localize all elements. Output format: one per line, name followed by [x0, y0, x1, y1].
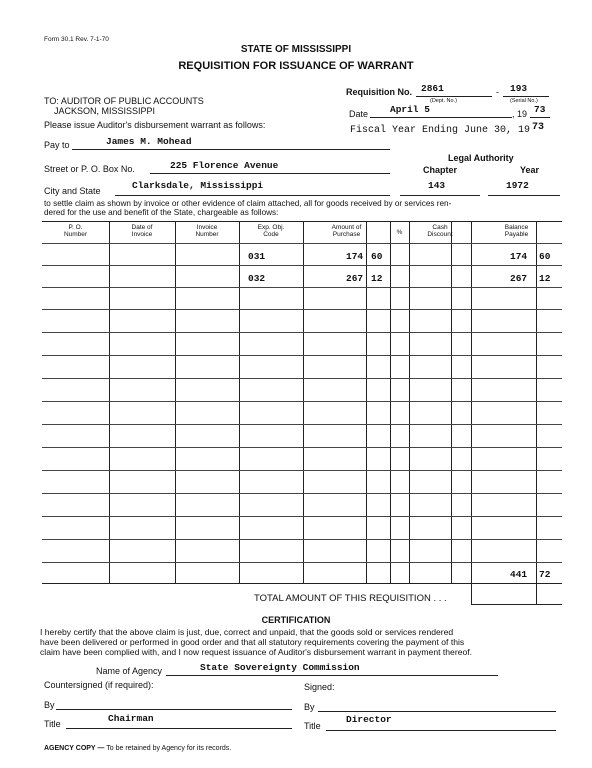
date-year-value: 73: [534, 104, 546, 115]
row1-amount-cents: 60: [371, 251, 383, 262]
col-cash-discount: Cash Discount: [427, 224, 453, 238]
cert-line3: claim have been complied with, and I now request issuance of Auditor's disbursement warrant in payment thereof.: [40, 647, 473, 657]
state-heading: STATE OF MISSISSIPPI: [240, 44, 352, 55]
cert-line2: have been delivered or performed in good order and that all statutory requirements covering the payment of this: [40, 637, 465, 647]
cert-line1: I hereby certify that the above claim is just, due, correct and unpaid, that the goods sold or services rendered: [40, 627, 454, 637]
settle-line2: dered for the use and benefit of the State, chargeable as follows:: [44, 208, 279, 217]
footer-bold: AGENCY COPY —: [44, 745, 105, 752]
by-right-label: By: [304, 702, 315, 712]
settle-line1: to settle claim as shown by invoice or other evidence of claim attached, all for goods received by or services ren-: [44, 199, 452, 208]
date-year-prefix: , 19: [512, 109, 528, 119]
legal-authority-label: Legal Authority: [448, 153, 514, 163]
row2-balance-cents: 12: [539, 273, 551, 284]
requisition-dash: -: [496, 87, 499, 97]
form-title: REQUISITION FOR ISSUANCE OF WARRANT: [178, 60, 414, 72]
to-line2: JACKSON, MISSISSIPPI: [54, 106, 156, 116]
agency-label: Name of Agency: [96, 666, 163, 676]
col-po: P. O. Number: [63, 224, 88, 238]
total-balance: 441: [510, 569, 528, 580]
claim-table: [42, 221, 562, 584]
city-label: City and State: [44, 186, 101, 196]
year-label: Year: [520, 165, 540, 175]
fiscal-year-label: Fiscal Year Ending June 30, 19: [350, 125, 531, 136]
pay-to-label: Pay to: [44, 140, 70, 150]
date-label: Date: [349, 109, 369, 119]
countersigned-label: Countersigned (if required):: [44, 680, 154, 690]
row1-balance: 174: [510, 251, 528, 262]
col-amount: Amount of Purchase: [331, 224, 362, 238]
row2-code: 032: [248, 273, 266, 284]
footer-text: To be retained by Agency for its records.: [106, 745, 232, 752]
row1-code: 031: [248, 251, 266, 262]
street-value: 225 Florence Avenue: [170, 160, 279, 171]
city-value: Clarksdale, Mississippi: [132, 180, 264, 191]
row1-amount: 174: [346, 251, 364, 262]
chapter-value: 143: [428, 180, 446, 191]
title-right-value: Director: [346, 714, 392, 725]
fiscal-year-value: 73: [532, 122, 545, 133]
pay-to-value: James M. Mohead: [106, 136, 192, 147]
date-value: April 5: [390, 104, 430, 115]
agency-value: State Sovereignty Commission: [200, 662, 360, 673]
serial-no-caption: (Serial No.): [510, 98, 538, 104]
row2-amount-cents: 12: [371, 273, 383, 284]
footer: [44, 745, 231, 752]
requisition-dept-value: 2861: [421, 83, 444, 94]
col-invoice-number: Invoice Number: [195, 224, 219, 238]
street-label: Street or P. O. Box No.: [44, 164, 135, 174]
chapter-label: Chapter: [423, 165, 458, 175]
title-left-label: Title: [44, 719, 61, 729]
col-balance-payable: Balance Payable: [504, 224, 529, 238]
col-percent: %: [396, 229, 403, 236]
to-line1: TO: AUDITOR OF PUBLIC ACCOUNTS: [44, 96, 204, 106]
dept-no-caption: (Dept. No.): [430, 98, 457, 104]
certification-heading: CERTIFICATION: [261, 615, 331, 625]
signed-label: Signed:: [304, 682, 335, 692]
col-exp-obj-code: Exp. Obj. Code: [257, 224, 285, 238]
requisition-serial-value: 193: [510, 83, 528, 94]
title-right-label: Title: [304, 721, 321, 731]
total-label: TOTAL AMOUNT OF THIS REQUISITION . . .: [254, 593, 447, 604]
row2-amount: 267: [346, 273, 364, 284]
total-balance-cents: 72: [539, 569, 551, 580]
authority-year-value: 1972: [506, 180, 529, 191]
form-number: Form 30.1 Rev. 7-1-70: [44, 36, 109, 43]
row1-balance-cents: 60: [539, 251, 551, 262]
title-left-value: Chairman: [108, 713, 154, 724]
col-date-of-invoice: Date of Invoice: [131, 224, 153, 238]
instruction-text: Please issue Auditor's disbursement warrant as follows:: [44, 120, 266, 130]
by-left-label: By: [44, 700, 55, 710]
requisition-label: Requisition No.: [346, 87, 412, 97]
row2-balance: 267: [510, 273, 528, 284]
